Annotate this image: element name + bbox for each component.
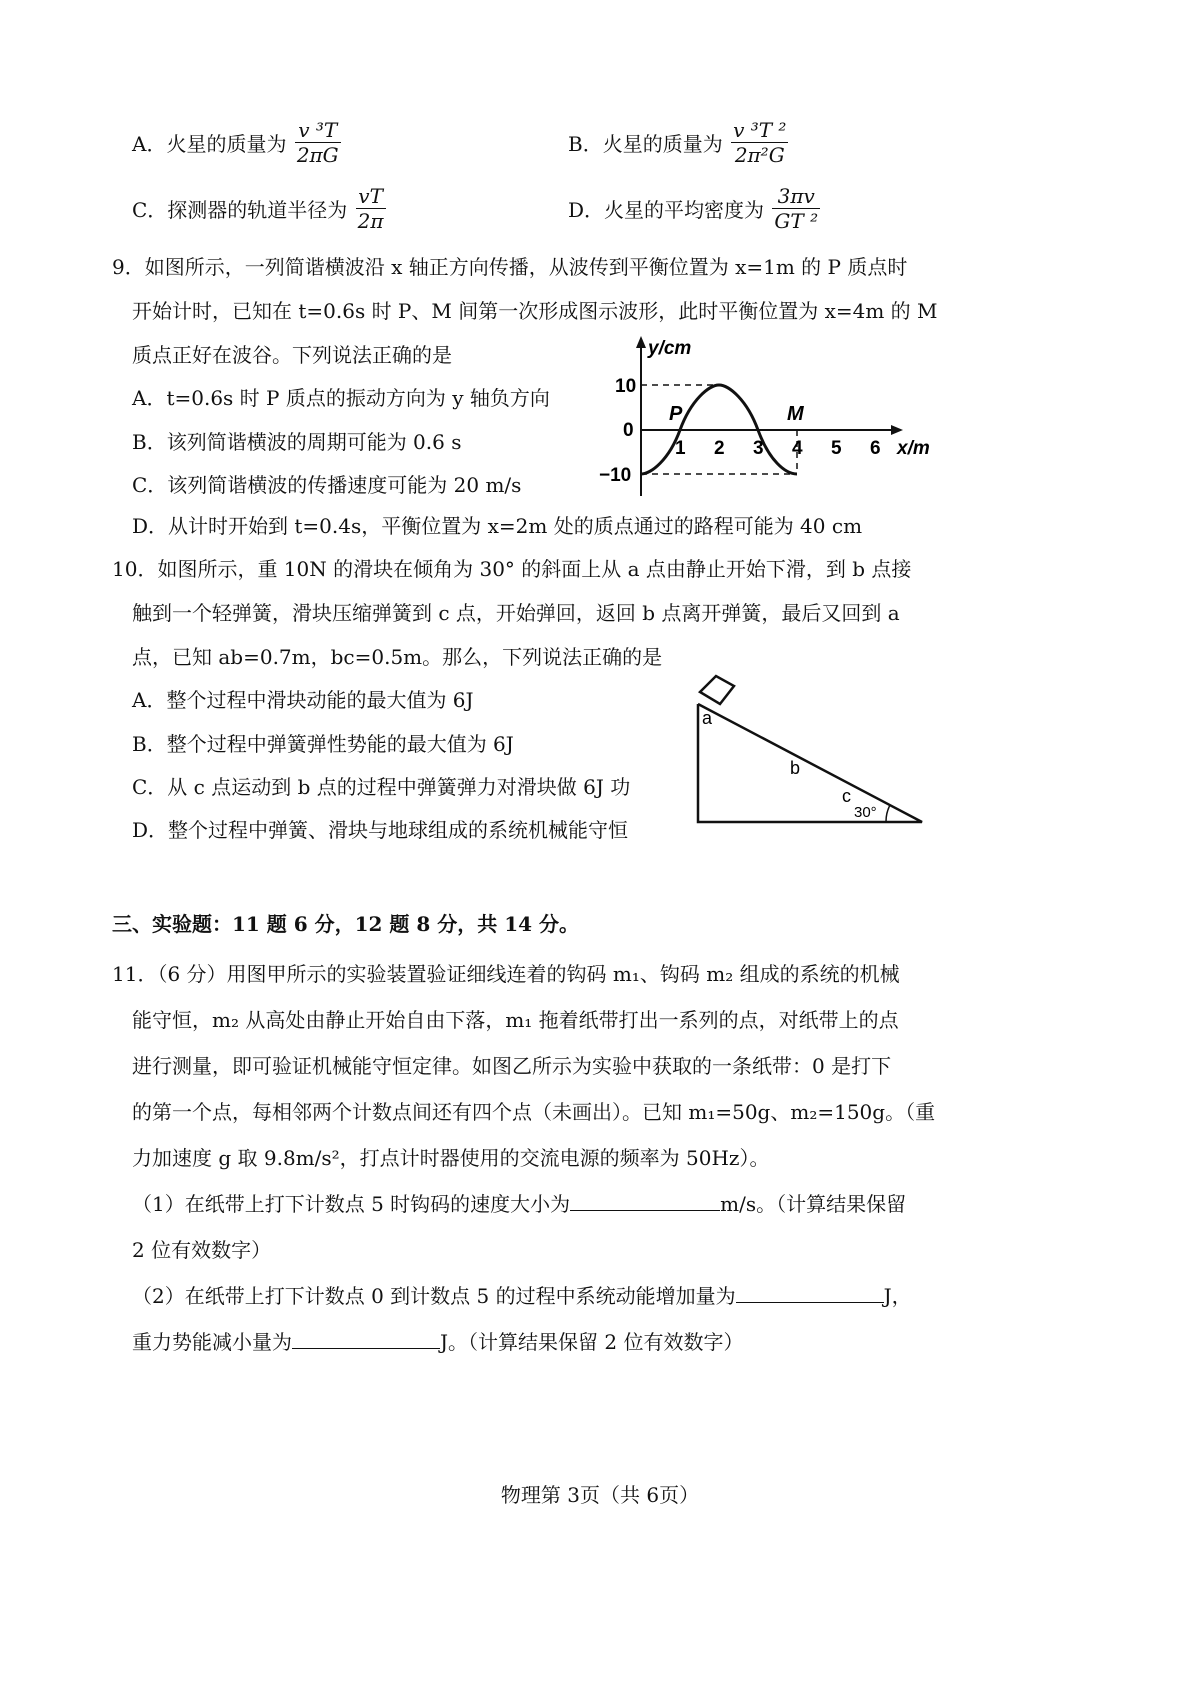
- q9-option-a: A．t=0.6s 时 P 质点的振动方向为 y 轴负方向: [132, 386, 550, 410]
- q8-option-b-denominator: 2π²G: [734, 143, 785, 167]
- q10-option-c: C．从 c 点运动到 b 点的过程中弹簧弹力对滑块做 6J 功: [132, 775, 631, 799]
- q9-option-c: C．该列简谐横波的传播速度可能为 20 m/s: [132, 473, 522, 497]
- q8-option-d-denominator: GT ²: [774, 209, 819, 233]
- q10-stem-line1: 10．如图所示，重 10N 的滑块在倾角为 30° 的斜面上从 a 点由静止开始下滑，到 b 点接: [112, 557, 912, 581]
- q8-option-a-text: A．火星的质量为: [132, 132, 287, 156]
- q10-incline-diagram: [690, 670, 940, 830]
- q8-option-c-fraction: [356, 184, 386, 233]
- q9-y-tick-0: 0: [623, 420, 634, 441]
- q8-option-c-text: C．探测器的轨道半径为: [132, 198, 348, 222]
- q11-sub2-text-d: J。（计算结果保留 2 位有效数字）: [440, 1330, 744, 1354]
- q11-sub1-text-a: （1）在纸带上打下计数点 5 时钩码的速度大小为: [132, 1192, 571, 1216]
- q10-option-d: D．整个过程中弹簧、滑块与地球组成的系统机械能守恒: [132, 818, 629, 842]
- q10-option-a: A．整个过程中滑块动能的最大值为 6J: [132, 688, 474, 712]
- q9-y-tick-10: 10: [615, 376, 637, 397]
- q9-x-tick-4: 4: [792, 438, 803, 459]
- q9-y-axis-label: y/cm: [648, 338, 692, 359]
- q10-slider-block: [700, 676, 734, 704]
- q9-x-axis-arrow: [891, 425, 903, 435]
- q8-option-b-numerator: v ³T ²: [733, 118, 787, 142]
- q8-option-a-numerator: v ³T: [295, 118, 341, 143]
- q8-option-d-text: D．火星的平均密度为: [568, 198, 765, 222]
- q11-sub2-line1: [132, 1284, 912, 1308]
- q10-incline-triangle: [698, 704, 922, 822]
- q9-y-tick-neg10: −10: [599, 465, 632, 486]
- q8-option-b-text: B．火星的质量为: [568, 132, 723, 156]
- q9-x-tick-1: 1: [675, 438, 686, 459]
- q9-stem-line2: 开始计时，已知在 t=0.6s 时 P、M 间第一次形成图示波形，此时平衡位置为 x=4m 的 M: [132, 299, 938, 323]
- page-footer: 物理第 3页（共 6页）: [500, 1483, 700, 1507]
- q10-stem-line2: 触到一个轻弹簧，滑块压缩弹簧到 c 点，开始弹回，返回 b 点离开弹簧，最后又回到 a: [132, 601, 900, 625]
- q10-stem-line3: 点，已知 ab=0.7m，bc=0.5m。那么，下列说法正确的是: [132, 645, 663, 669]
- q10-angle-arc: [886, 805, 890, 822]
- q11-stem-line5: 力加速度 g 取 9.8m/s²，打点计时器使用的交流电源的频率为 50Hz）。: [132, 1146, 770, 1170]
- q10-option-b: B．整个过程中弹簧弹性势能的最大值为 6J: [132, 732, 514, 756]
- q8-option-a-fraction: [295, 118, 341, 167]
- q8-option-b: [568, 118, 788, 167]
- q10-label-b: b: [790, 758, 801, 778]
- q11-sub1-answer-blank[interactable]: [570, 1192, 720, 1211]
- q10-label-a: a: [702, 708, 713, 728]
- q9-wave-graph: [585, 332, 965, 502]
- q8-option-d-numerator: 3πv: [772, 184, 820, 209]
- q8-option-a-denominator: 2πG: [296, 143, 339, 167]
- section3-heading: 三、实验题：11 题 6 分，12 题 8 分，共 14 分。: [112, 912, 580, 936]
- q11-sub2-line2: [132, 1330, 743, 1354]
- q11-sub2-answer-blank-1[interactable]: [736, 1284, 884, 1303]
- q11-stem-line4: 的第一个点，每相邻两个计数点间还有四个点（未画出）。已知 m₁=50g、m₂=150g。（重: [132, 1100, 936, 1124]
- q9-label-p: P: [669, 403, 683, 425]
- q8-option-c-denominator: 2π: [357, 209, 384, 233]
- q9-y-axis-arrow: [636, 336, 646, 348]
- q8-option-a: [132, 118, 341, 167]
- q11-sub2-text-b: J，: [883, 1284, 912, 1308]
- q11-sub2-answer-blank-2[interactable]: [292, 1330, 440, 1349]
- q9-stem-line1: 9．如图所示，一列简谐横波沿 x 轴正方向传播，从波传到平衡位置为 x=1m 的 P 质点时: [112, 255, 908, 279]
- q8-option-d: [568, 184, 820, 233]
- q9-x-tick-3: 3: [753, 438, 764, 459]
- q11-sub1-line2: 2 位有效数字）: [132, 1238, 272, 1262]
- q9-x-tick-5: 5: [831, 438, 842, 459]
- q8-option-c: [132, 184, 386, 233]
- q9-label-m: M: [787, 403, 804, 425]
- q11-sub1-text-b: m/s。（计算结果保留: [720, 1192, 907, 1216]
- q10-label-c: c: [842, 786, 851, 806]
- q9-option-d: D．从计时开始到 t=0.4s，平衡位置为 x=2m 处的质点通过的路程可能为 40 cm: [132, 514, 863, 538]
- q9-stem-line3: 质点正好在波谷。下列说法正确的是: [132, 343, 452, 367]
- q11-sub2-text-a: （2）在纸带上打下计数点 0 到计数点 5 的过程中系统动能增加量为: [132, 1284, 736, 1308]
- q10-angle-label: 30°: [854, 804, 877, 821]
- q9-x-axis-label: x/m: [897, 438, 930, 459]
- q11-stem-line1: 11．（6 分）用图甲所示的实验装置验证细线连着的钩码 m₁、钩码 m₂ 组成的系统的机械: [112, 962, 900, 986]
- q11-stem-line3: 进行测量，即可验证机械能守恒定律。如图乙所示为实验中获取的一条纸带：0 是打下: [132, 1054, 892, 1078]
- q9-option-b: B．该列简谐横波的周期可能为 0.6 s: [132, 430, 462, 454]
- q8-option-d-fraction: [772, 184, 820, 233]
- q8-option-b-fraction: [731, 118, 788, 167]
- q11-sub1-line1: [132, 1192, 906, 1216]
- q9-x-ticks: [675, 438, 881, 459]
- q8-option-c-numerator: vT: [356, 184, 386, 209]
- q9-x-tick-6: 6: [870, 438, 881, 459]
- q11-stem-line2: 能守恒，m₂ 从高处由静止开始自由下落，m₁ 拖着纸带打出一系列的点，对纸带上的点: [132, 1008, 899, 1032]
- q11-sub2-text-c: 重力势能减小量为: [132, 1330, 292, 1354]
- q9-x-tick-2: 2: [714, 438, 725, 459]
